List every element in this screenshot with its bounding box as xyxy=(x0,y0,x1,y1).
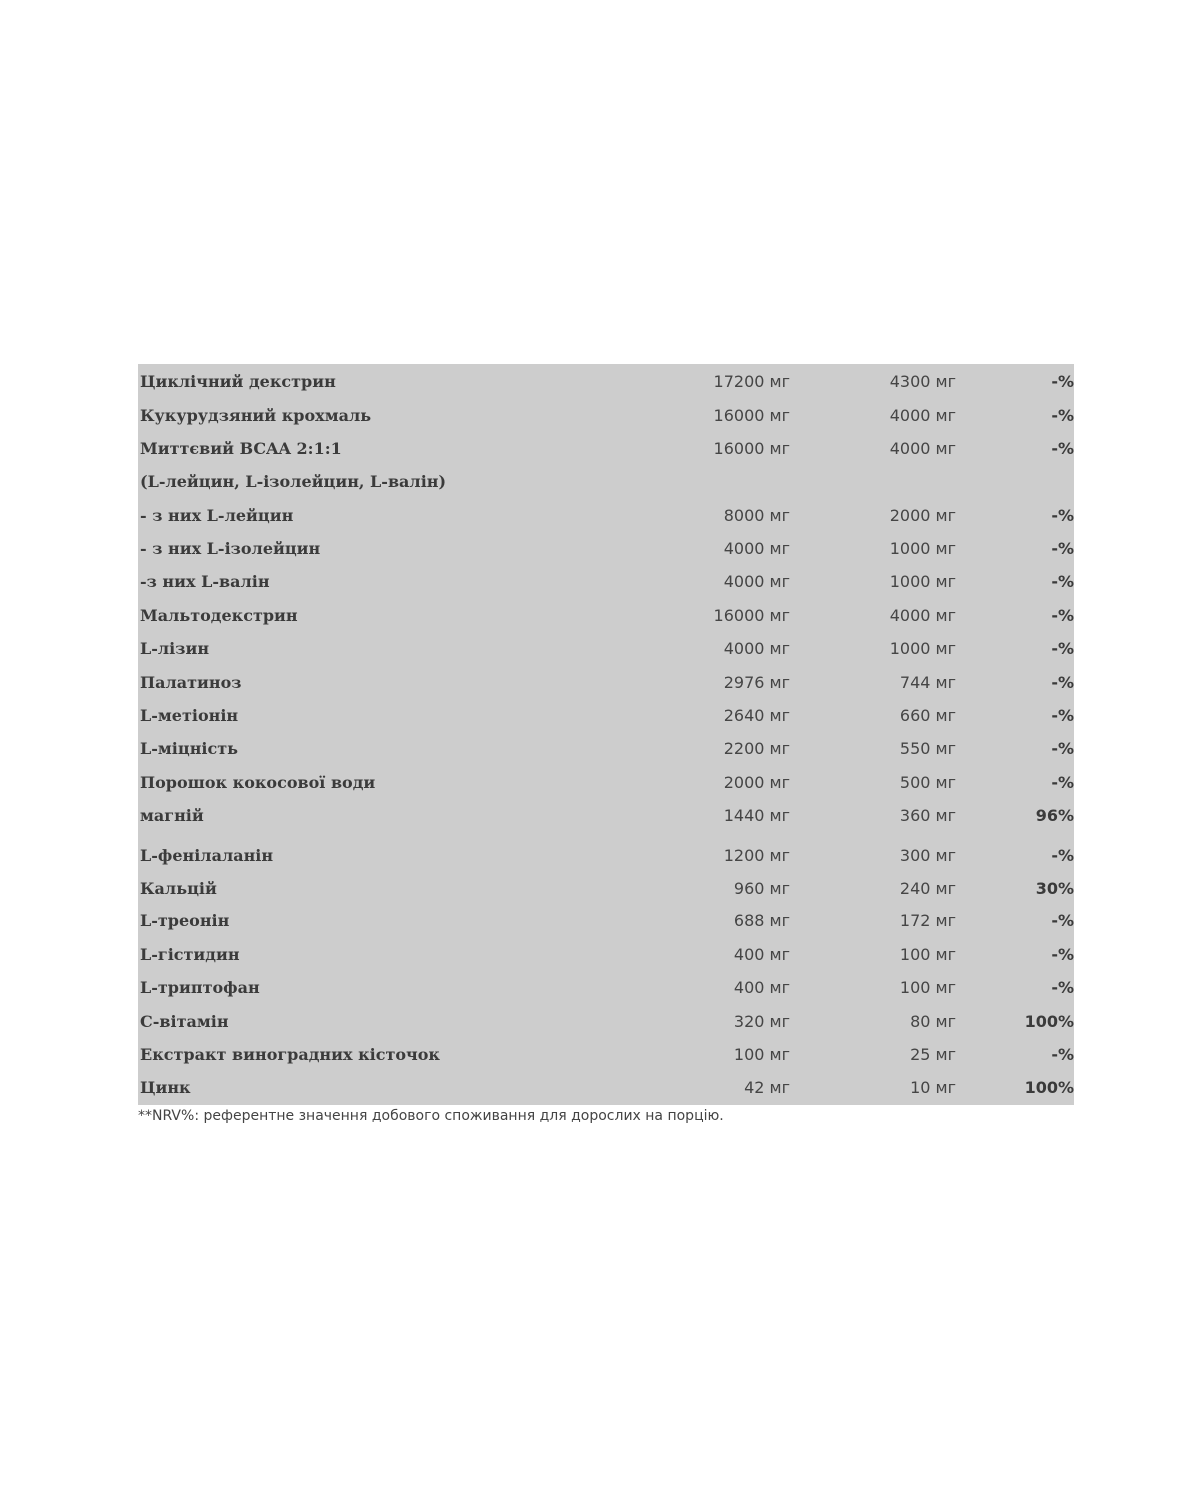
amount-per-100g: 688 мг xyxy=(733,911,790,930)
ingredient-name: Циклічний декстрин xyxy=(140,372,336,391)
amount-per-100g: 42 мг xyxy=(744,1078,790,1097)
amount-per-100g: 16000 мг xyxy=(713,406,790,425)
amount-per-100g: 2000 мг xyxy=(723,773,790,792)
ingredient-name: L-метіонін xyxy=(140,706,239,725)
nrv-percent: -% xyxy=(1051,911,1074,930)
amount-per-serving: 300 мг xyxy=(899,846,956,865)
ingredient-name: - з них L-лейцин xyxy=(140,506,294,525)
nrv-percent: -% xyxy=(1051,706,1074,725)
nrv-percent: -% xyxy=(1051,846,1074,865)
ingredient-name: L-треонін xyxy=(140,911,230,930)
nrv-percent: -% xyxy=(1051,372,1074,391)
amount-per-serving: 100 мг xyxy=(899,978,956,997)
table-row xyxy=(138,634,1074,664)
amount-per-serving: 550 мг xyxy=(899,739,956,758)
ingredient-name: - з них L-ізолейцин xyxy=(140,539,321,558)
table-row xyxy=(138,467,1074,497)
amount-per-100g: 17200 мг xyxy=(713,372,790,391)
table-row xyxy=(138,601,1074,631)
table-row xyxy=(138,434,1074,464)
amount-per-100g: 4000 мг xyxy=(723,639,790,658)
ingredient-name: Порошок кокосової води xyxy=(140,773,376,792)
amount-per-serving: 172 мг xyxy=(899,911,956,930)
amount-per-serving: 660 мг xyxy=(899,706,956,725)
ingredient-name: С-вітамін xyxy=(140,1012,229,1031)
ingredient-name: L-фенілаланін xyxy=(140,846,274,865)
amount-per-100g: 400 мг xyxy=(733,945,790,964)
nrv-percent: 30% xyxy=(1035,879,1074,898)
amount-per-100g: 4000 мг xyxy=(723,572,790,591)
amount-per-serving: 4300 мг xyxy=(889,372,956,391)
amount-per-100g: 400 мг xyxy=(733,978,790,997)
amount-per-serving: 80 мг xyxy=(910,1012,956,1031)
ingredient-name: Мальтодекстрин xyxy=(140,606,298,625)
amount-per-100g: 960 мг xyxy=(733,879,790,898)
table-row xyxy=(138,1073,1074,1103)
amount-per-serving: 4000 мг xyxy=(889,406,956,425)
amount-per-serving: 500 мг xyxy=(899,773,956,792)
amount-per-serving: 10 мг xyxy=(910,1078,956,1097)
nrv-percent: -% xyxy=(1051,406,1074,425)
nrv-percent: -% xyxy=(1051,439,1074,458)
amount-per-100g: 100 мг xyxy=(733,1045,790,1064)
table-row xyxy=(138,1040,1074,1070)
table-row xyxy=(138,501,1074,531)
amount-per-serving: 1000 мг xyxy=(889,639,956,658)
nrv-percent: -% xyxy=(1051,572,1074,591)
table-row xyxy=(138,401,1074,431)
amount-per-serving: 4000 мг xyxy=(889,439,956,458)
amount-per-100g: 2976 мг xyxy=(723,673,790,692)
table-row xyxy=(138,768,1074,798)
nrv-percent: 96% xyxy=(1035,806,1074,825)
ingredient-name: L-міцність xyxy=(140,739,238,758)
amount-per-100g: 16000 мг xyxy=(713,606,790,625)
ingredient-name: Цинк xyxy=(140,1078,191,1097)
table-row xyxy=(138,668,1074,698)
amount-per-serving: 744 мг xyxy=(899,673,956,692)
amount-per-serving: 4000 мг xyxy=(889,606,956,625)
amount-per-100g: 2640 мг xyxy=(723,706,790,725)
table-row xyxy=(138,1007,1074,1037)
amount-per-serving: 360 мг xyxy=(899,806,956,825)
amount-per-serving: 25 мг xyxy=(910,1045,956,1064)
amount-per-100g: 2200 мг xyxy=(723,739,790,758)
amount-per-serving: 240 мг xyxy=(899,879,956,898)
amount-per-serving: 1000 мг xyxy=(889,572,956,591)
ingredient-name: L-гістидин xyxy=(140,945,240,964)
ingredient-name: -з них L-валін xyxy=(140,572,270,591)
nrv-percent: -% xyxy=(1051,506,1074,525)
nrv-percent: -% xyxy=(1051,606,1074,625)
nrv-percent: -% xyxy=(1051,639,1074,658)
nrv-percent: -% xyxy=(1051,673,1074,692)
amount-per-100g: 16000 мг xyxy=(713,439,790,458)
amount-per-100g: 4000 мг xyxy=(723,539,790,558)
ingredient-name: (L-лейцин, L-ізолейцин, L-валін) xyxy=(140,472,447,491)
amount-per-100g: 1440 мг xyxy=(723,806,790,825)
table-row xyxy=(138,940,1074,970)
table-row xyxy=(138,567,1074,597)
nrv-footnote: **NRV%: референтне значення добового споживання для дорослих на порцію. xyxy=(138,1108,724,1124)
ingredient-name: Палатиноз xyxy=(140,673,242,692)
nrv-percent: 100% xyxy=(1024,1078,1074,1097)
ingredient-name: Екстракт виноградних кісточок xyxy=(140,1045,440,1064)
ingredient-name: Кальцій xyxy=(140,879,217,898)
nrv-percent: -% xyxy=(1051,1045,1074,1064)
nrv-percent: 100% xyxy=(1024,1012,1074,1031)
table-row xyxy=(138,874,1074,904)
table-row xyxy=(138,701,1074,731)
table-row xyxy=(138,801,1074,831)
ingredient-name: L-лізин xyxy=(140,639,210,658)
amount-per-100g: 1200 мг xyxy=(723,846,790,865)
amount-per-serving: 100 мг xyxy=(899,945,956,964)
ingredient-name: L-триптофан xyxy=(140,978,260,997)
table-row xyxy=(138,906,1074,936)
nrv-percent: -% xyxy=(1051,739,1074,758)
table-row xyxy=(138,973,1074,1003)
amount-per-serving: 1000 мг xyxy=(889,539,956,558)
table-row xyxy=(138,367,1074,397)
table-row xyxy=(138,734,1074,764)
table-row xyxy=(138,841,1074,871)
ingredient-name: Миттєвий BCAA 2:1:1 xyxy=(140,439,342,458)
ingredient-name: магній xyxy=(140,806,204,825)
table-row xyxy=(138,534,1074,564)
nrv-percent: -% xyxy=(1051,773,1074,792)
amount-per-100g: 8000 мг xyxy=(723,506,790,525)
nrv-percent: -% xyxy=(1051,945,1074,964)
nrv-percent: -% xyxy=(1051,539,1074,558)
ingredient-name: Кукурудзяний крохмаль xyxy=(140,406,372,425)
amount-per-100g: 320 мг xyxy=(733,1012,790,1031)
amount-per-serving: 2000 мг xyxy=(889,506,956,525)
nrv-percent: -% xyxy=(1051,978,1074,997)
